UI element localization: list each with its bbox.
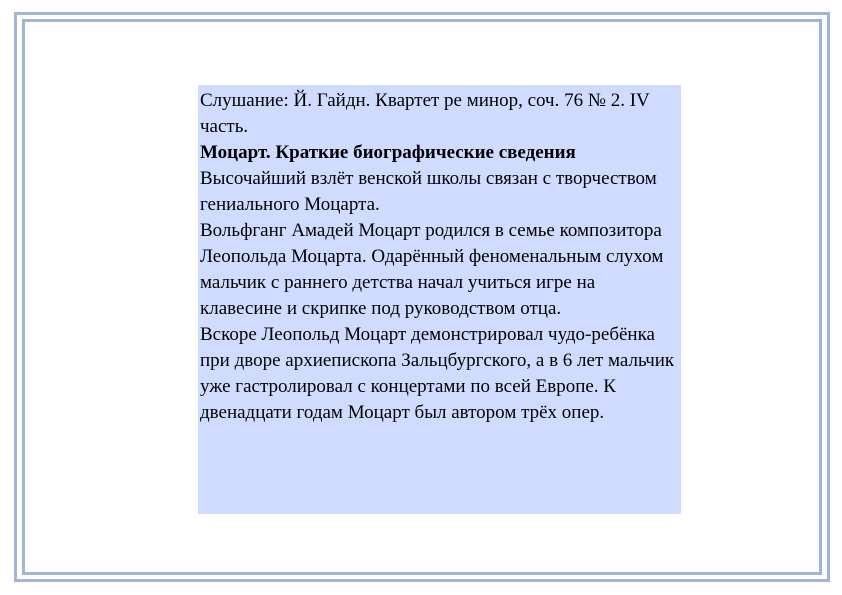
body-paragraph-1: Высочайший взлёт венской школы связан с творчеством гениального Моцарта.	[200, 168, 657, 215]
section-heading: Моцарт. Краткие биографические сведения	[200, 142, 576, 163]
text-box	[198, 85, 681, 514]
listening-line: Слушание: Й. Гайдн. Квартет ре минор, соч. 76 № 2. IV часть.	[200, 90, 650, 137]
body-paragraph-2: Вольфганг Амадей Моцарт родился в семье композитора Леопольда Моцарта. Одарённый феноменальным слухом мальчик с раннего детства начал учиться игре на клавесине и скрипке под руководством отца.	[200, 220, 664, 319]
body-paragraph-3: Вскоре Леопольд Моцарт демонстрировал чудо-ребёнка при дворе архиепископа Зальцбургского, а в 6 лет мальчик уже гастролировал с концертами по всей Европе. К двенадцати годам Моцарт был автором трёх опер.	[200, 324, 675, 423]
